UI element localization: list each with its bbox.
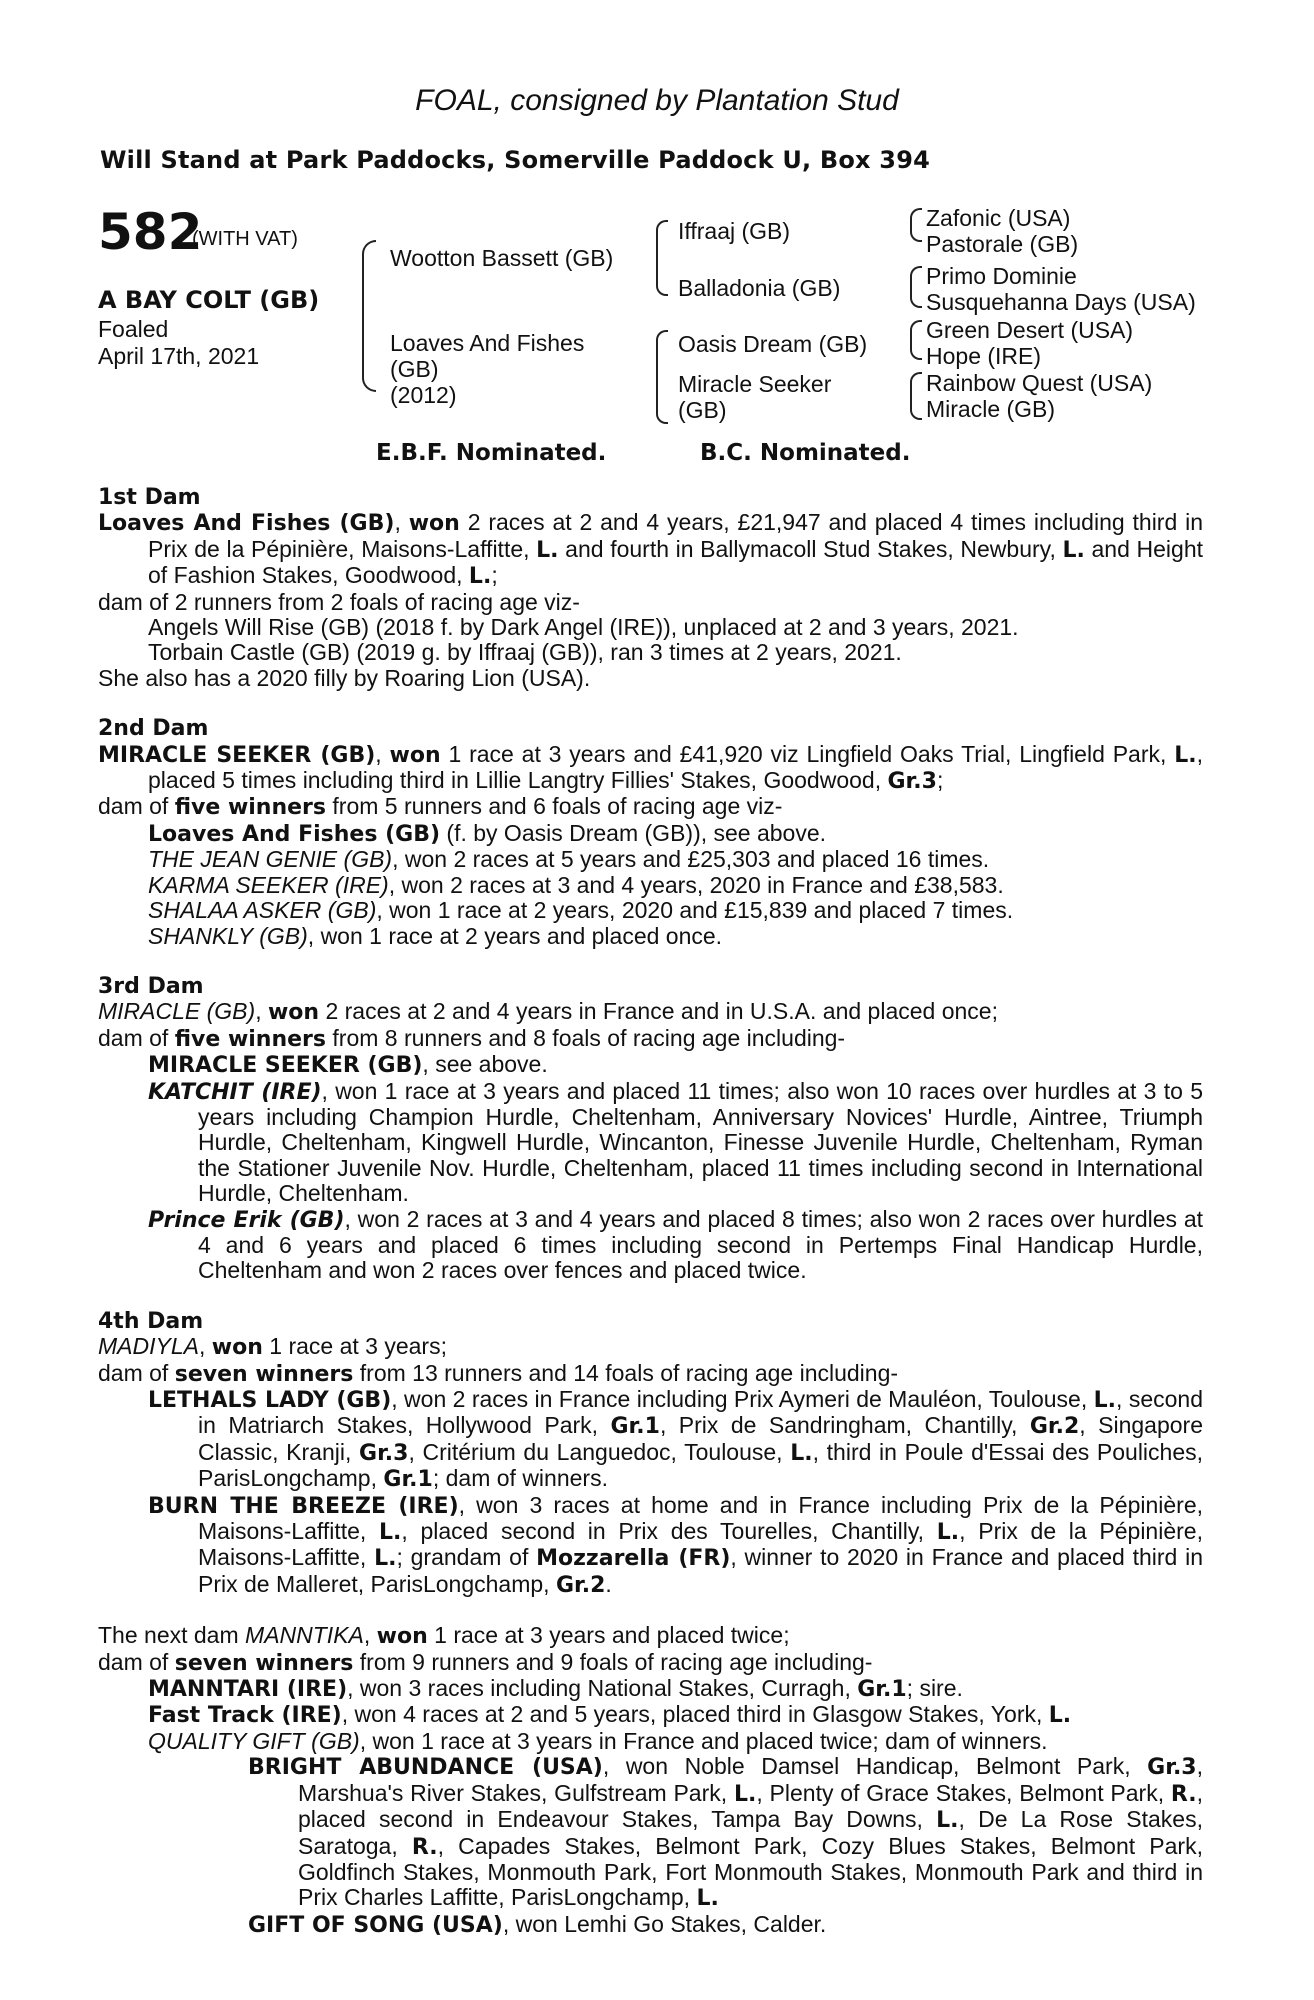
section-heading: 4th Dam bbox=[98, 1308, 204, 1334]
pedigree-entry: QUALITY GIFT (GB), won 1 race at 3 years in France and placed twice; dam of winners. bbox=[148, 1727, 1048, 1754]
pedigree-brace-sd bbox=[910, 266, 922, 308]
pedigree-entry: The next dam MANNTIKA, won 1 race at 3 years and placed twice; bbox=[98, 1622, 790, 1650]
pedigree-entry: MADIYLA, won 1 race at 3 years; bbox=[98, 1333, 447, 1361]
pedigree-entry: GIFT OF SONG (USA), won Lemhi Go Stakes, Calder. bbox=[248, 1910, 827, 1938]
sire-sire: Iffraaj (GB) bbox=[678, 218, 791, 244]
section-1 bbox=[98, 485, 1203, 691]
section-5 bbox=[98, 1623, 1203, 1938]
lot-description: A BAY COLT (GB) bbox=[98, 286, 320, 314]
pedigree-brace-sire bbox=[656, 220, 668, 296]
sire: Wootton Bassett (GB) bbox=[390, 245, 614, 271]
pedigree-entry: Torbain Castle (GB) (2019 g. by Iffraaj (GB)), ran 3 times at 2 years, 2021. bbox=[148, 639, 902, 666]
pedigree-entry: THE JEAN GENIE (GB), won 2 races at 5 years and £25,303 and placed 16 times. bbox=[148, 846, 990, 873]
section-2 bbox=[98, 716, 1203, 949]
dam-name bbox=[390, 330, 584, 408]
sire-sire-dam: Pastorale (GB) bbox=[926, 231, 1079, 257]
lot-number: 582 bbox=[98, 203, 203, 261]
dam-sire-dam: Hope (IRE) bbox=[926, 343, 1042, 369]
vat-label: (WITH VAT) bbox=[192, 228, 298, 250]
sire-sire-sire: Zafonic (USA) bbox=[926, 205, 1071, 231]
pedigree-entry: dam of seven winners from 13 runners and 14 foals of racing age including- bbox=[98, 1359, 899, 1387]
dam-dam-sire: Rainbow Quest (USA) bbox=[926, 370, 1153, 396]
pedigree-brace-ss bbox=[910, 208, 922, 242]
ebf-nomination: E.B.F. Nominated. bbox=[376, 440, 607, 466]
pedigree-entry: MANNTARI (IRE), won 3 races including National Stakes, Curragh, Gr.1; sire. bbox=[148, 1675, 963, 1703]
sire-dam-dam: Susquehanna Days (USA) bbox=[926, 289, 1196, 315]
pedigree-entry: Loaves And Fishes (GB) (f. by Oasis Dream (GB)), see above. bbox=[148, 819, 827, 847]
pedigree-entry: SHANKLY (GB), won 1 race at 2 years and placed once. bbox=[148, 922, 723, 949]
foaled-block bbox=[98, 316, 259, 370]
dam-dam bbox=[678, 371, 831, 423]
pedigree-entry: MIRACLE SEEKER (GB), see above. bbox=[148, 1051, 548, 1079]
bc-nomination: B.C. Nominated. bbox=[700, 440, 911, 466]
section-4 bbox=[98, 1309, 1203, 1598]
catalogue-body bbox=[98, 485, 1203, 1963]
dam-line-3: (2012) bbox=[390, 382, 457, 408]
pedigree-entry: KATCHIT (IRE), won 1 race at 3 years and placed 11 times; also won 10 races over hurdles at 3 to 5 years including Champion Hurdle, Cheltenham, Anniversary Novices' Hurdle, Aintree, Triumph Hurdle, Cheltenham, Kingwell Hurdle, Wincanton, Finesse Juvenile Hurdle, Cheltenham, Ryman the Stationer Juvenile Nov. Hurdle, Cheltenham, placed 11 times including second in International Hurdle, Cheltenham. bbox=[148, 1077, 1203, 1207]
pedigree-entry: Prince Erik (GB), won 2 races at 3 and 4 years and placed 8 times; also won 2 races over hurdles at 4 and 6 years and placed 6 times including second in Pertemps Final Handicap Hurdle, Cheltenham and won 2 races over fences and placed twice. bbox=[148, 1205, 1203, 1284]
pedigree-entry: dam of five winners from 5 runners and 6 foals of racing age viz- bbox=[98, 793, 783, 821]
pedigree-brace-dam bbox=[656, 330, 668, 424]
section-heading: 1st Dam bbox=[98, 485, 201, 510]
pedigree-entry: Loaves And Fishes (GB), won 2 races at 2 and 4 years, £21,947 and placed 4 times including third in Prix de la Pépinière, Maisons-Laffitte, L. and fourth in Ballymacoll Stud Stakes, Newbury, L. and Height of Fashion Stakes, Goodwood, L.; bbox=[98, 509, 1204, 590]
foaled-date: April 17th, 2021 bbox=[98, 343, 260, 369]
dam-dam-line-2: (GB) bbox=[678, 397, 727, 423]
pedigree-entry: dam of seven winners from 9 runners and 9 foals of racing age including- bbox=[98, 1648, 873, 1676]
pedigree-entry: BURN THE BREEZE (IRE), won 3 races at home and in France including Prix de la Pépinière, Maisons-Laffitte, L., placed second in Prix des Tourelles, Chantilly, L., Prix de la Pépinière, Maisons-Laffitte, L.; grandam of Mozzarella (FR), winner to 2020 in France and placed third in Prix de Malleret, ParisLongchamp, Gr.2. bbox=[148, 1491, 1204, 1598]
sire-dam-sire: Primo Dominie bbox=[926, 263, 1077, 289]
pedigree-entry: dam of five winners from 8 runners and 8 foals of racing age including- bbox=[98, 1024, 846, 1052]
dam-sire: Oasis Dream (GB) bbox=[678, 331, 868, 357]
dam-dam-dam: Miracle (GB) bbox=[926, 396, 1056, 422]
stand-location: Will Stand at Park Paddocks, Somerville Paddock U, Box 394 bbox=[100, 146, 930, 174]
sire-dam: Balladonia (GB) bbox=[678, 275, 841, 301]
pedigree-entry: LETHALS LADY (GB), won 2 races in France including Prix Aymeri de Mauléon, Toulouse, L., second in Matriarch Stakes, Hollywood Park, Gr.1, Prix de Sandringham, Chantilly, Gr.2, Singapore Classic, Kranji, Gr.3, Critérium du Languedoc, Toulouse, L., third in Poule d'Essai des Pouliches, ParisLongchamp, Gr.1; dam of winners. bbox=[148, 1386, 1204, 1493]
pedigree-entry: Angels Will Rise (GB) (2018 f. by Dark Angel (IRE)), unplaced at 2 and 3 years, 2021. bbox=[148, 614, 1019, 641]
section-3 bbox=[98, 974, 1203, 1284]
pedigree-brace-main bbox=[362, 240, 376, 392]
dam-sire-sire: Green Desert (USA) bbox=[926, 317, 1134, 343]
pedigree-entry: dam of 2 runners from 2 foals of racing age viz- bbox=[98, 588, 580, 615]
dam-line-1: Loaves And Fishes bbox=[390, 330, 585, 356]
foaled-label: Foaled bbox=[98, 316, 169, 342]
dam-dam-line-1: Miracle Seeker bbox=[678, 371, 832, 397]
dam-line-2: (GB) bbox=[390, 356, 439, 382]
pedigree-entry: SHALAA ASKER (GB), won 1 race at 2 years, 2020 and £15,839 and placed 7 times. bbox=[148, 897, 1014, 924]
pedigree-brace-ds bbox=[910, 320, 922, 360]
pedigree-entry: BRIGHT ABUNDANCE (USA), won Noble Damsel Handicap, Belmont Park, Gr.3, Marshua's River Stakes, Gulfstream Park, L., Plenty of Grace Stakes, Belmont Park, R., placed second in Endeavour Stakes, Tampa Bay Downs, L., De La Rose Stakes, Saratoga, R., Capades Stakes, Belmont Park, Cozy Blues Stakes, Belmont Park, Goldfinch Stakes, Monmouth Park, Fort Monmouth Stakes, Monmouth Park and third in Prix Charles Laffitte, ParisLongchamp, L. bbox=[248, 1753, 1203, 1912]
section-heading: 3rd Dam bbox=[98, 973, 204, 999]
pedigree-brace-dd bbox=[910, 372, 922, 420]
pedigree-entry: She also has a 2020 filly by Roaring Lion (USA). bbox=[98, 664, 591, 691]
pedigree-entry: KARMA SEEKER (IRE), won 2 races at 3 and 4 years, 2020 in France and £38,583. bbox=[148, 871, 1004, 898]
pedigree-entry: Fast Track (IRE), won 4 races at 2 and 5 years, placed third in Glasgow Stakes, York, L. bbox=[148, 1701, 1072, 1729]
consignor-line: FOAL, consigned by Plantation Stud bbox=[415, 84, 899, 117]
pedigree-entry: MIRACLE SEEKER (GB), won 1 race at 3 years and £41,920 viz Lingfield Oaks Trial, Lingfield Park, L., placed 5 times including third in Lillie Langtry Fillies' Stakes, Goodwood, Gr.3; bbox=[98, 740, 1203, 795]
section-heading: 2nd Dam bbox=[98, 716, 209, 742]
pedigree-entry: MIRACLE (GB), won 2 races at 2 and 4 years in France and in U.S.A. and placed once; bbox=[98, 998, 998, 1026]
